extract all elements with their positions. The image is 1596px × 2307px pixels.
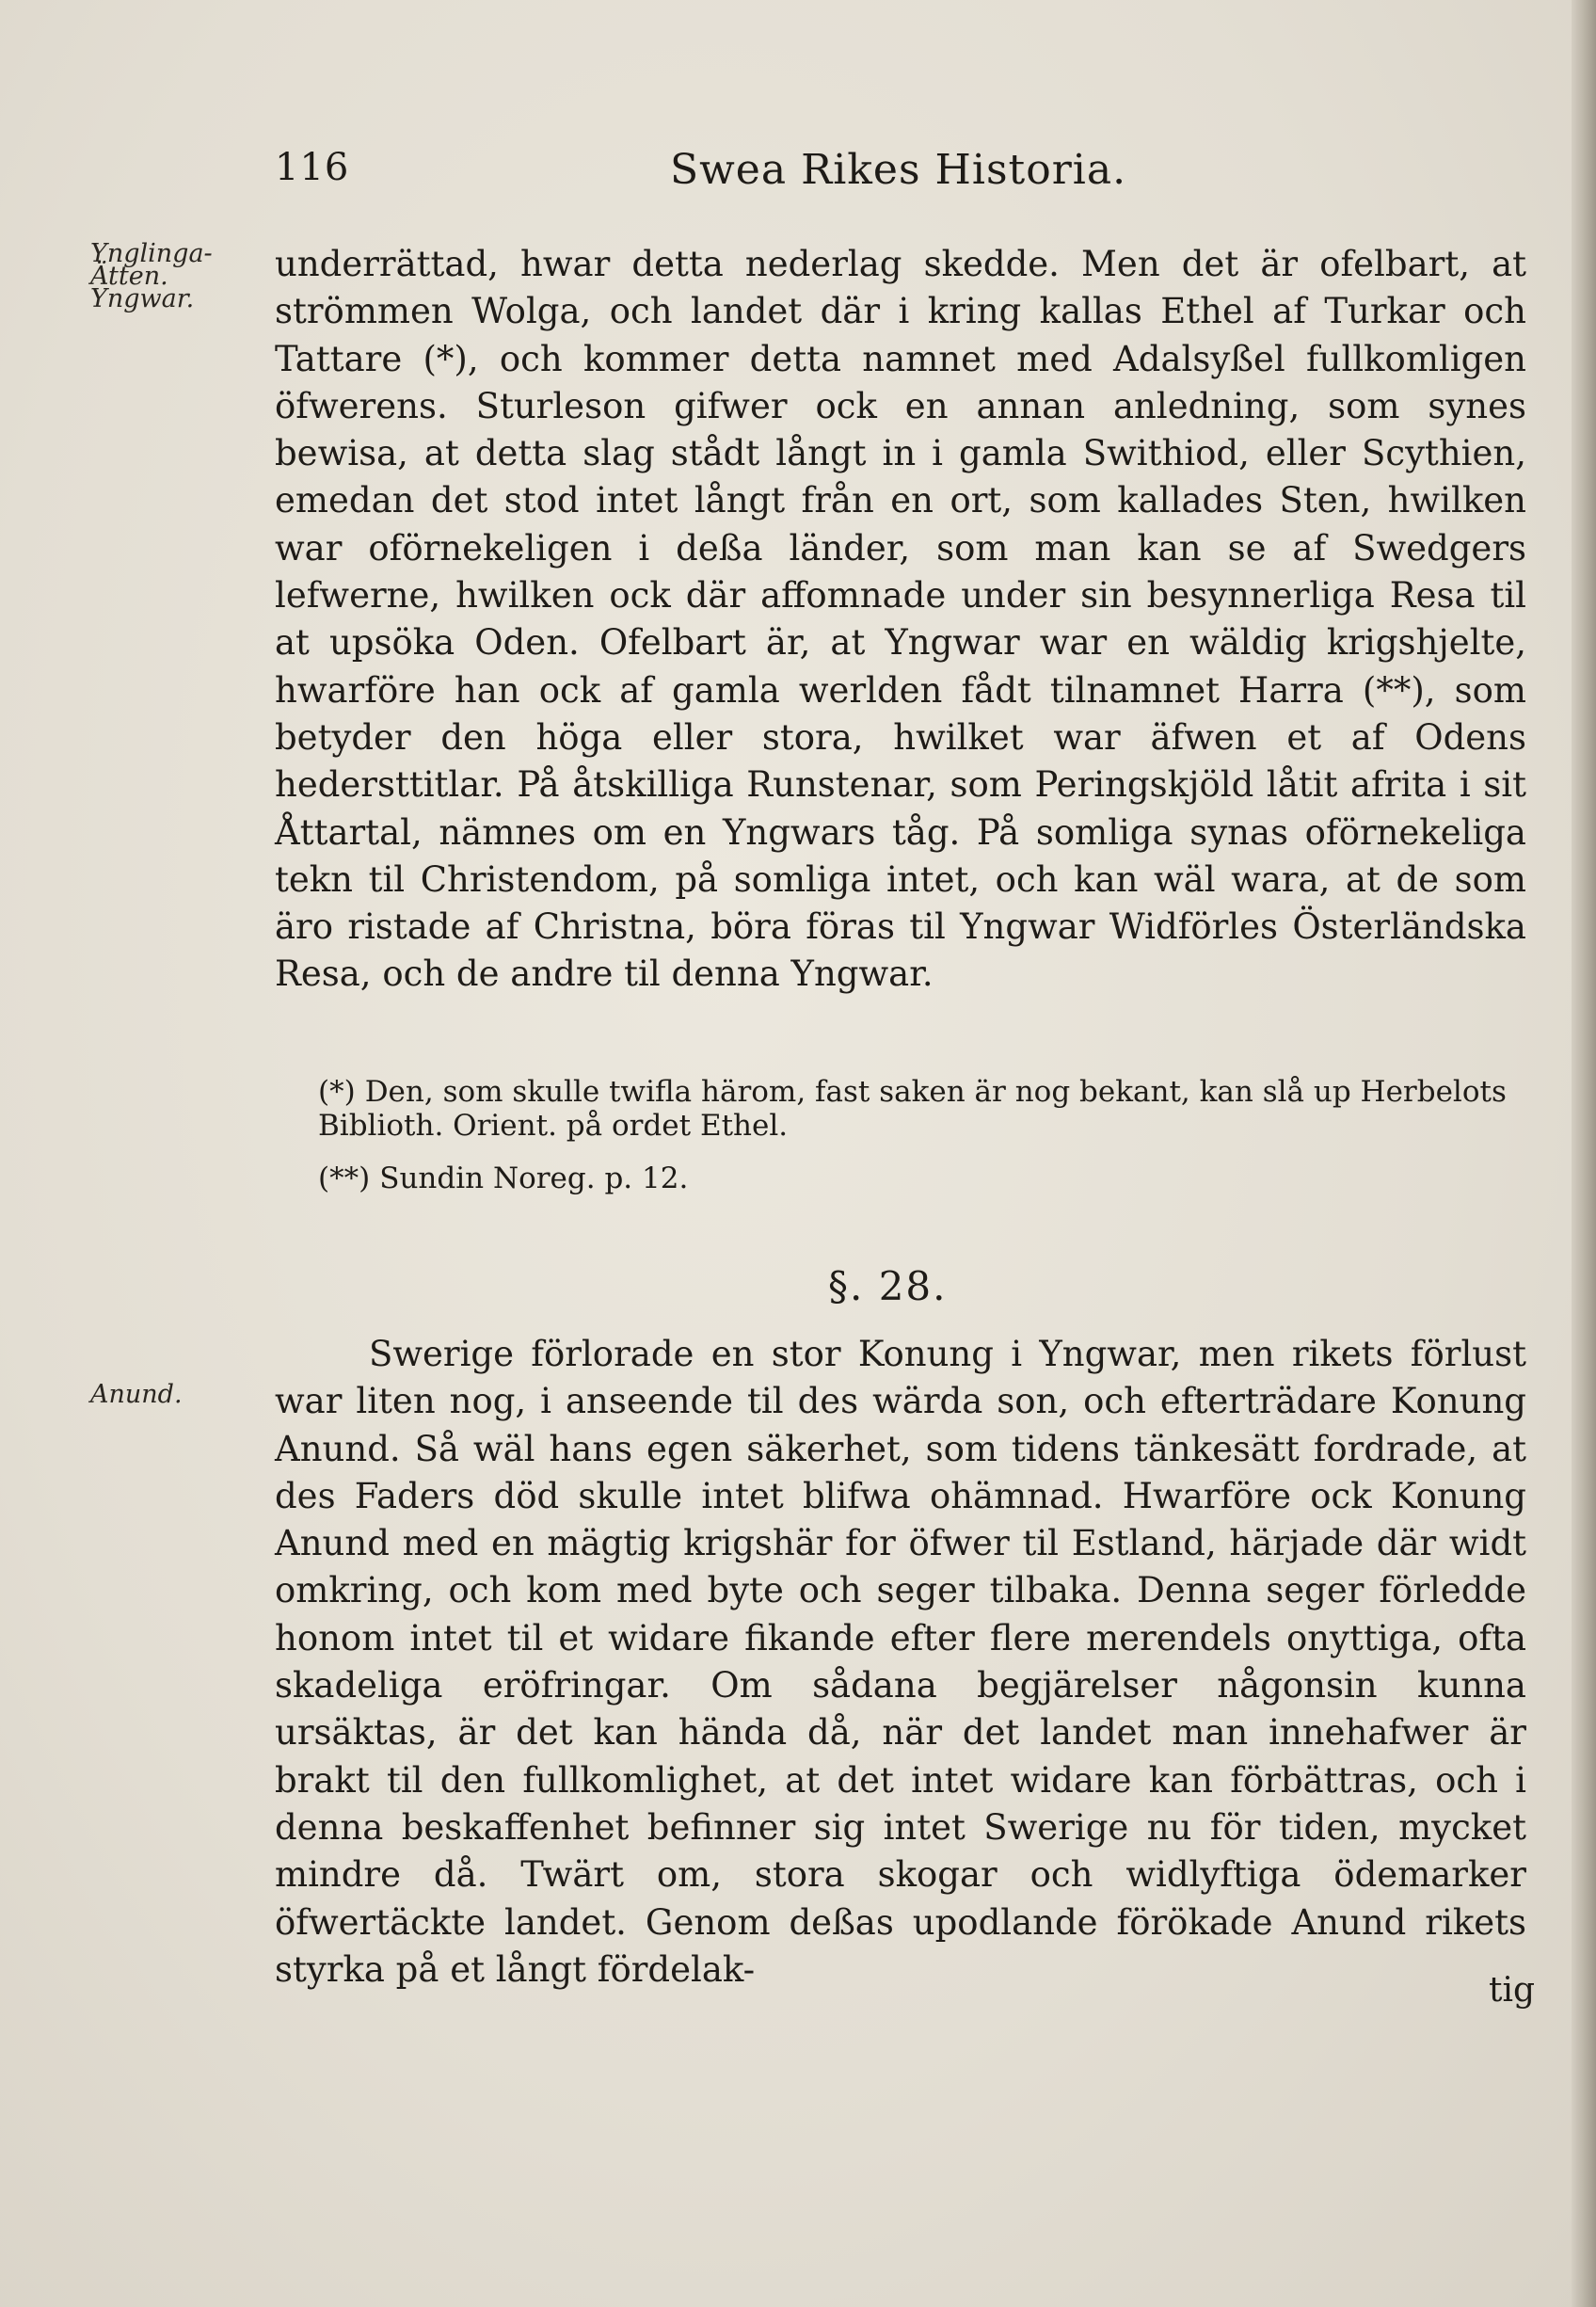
section-heading: §. 28.	[828, 1263, 948, 1309]
margin-note: Ynglinga-Ätten. Yngwar.	[90, 239, 213, 313]
footnote-mark: (*)	[318, 1075, 356, 1109]
page-number: 116	[275, 146, 350, 189]
margin-note: Anund.	[90, 1380, 183, 1409]
footnote-text: Sundin Noreg. p. 12.	[379, 1162, 689, 1195]
catchword: tig	[1489, 1971, 1536, 2010]
footnote-text: Den, som skulle twifla härom, fast saken är nog bekant, kan slå up Herbelots Biblioth. Orient. på ordet Ethel.	[318, 1075, 1507, 1143]
paragraph: Swerige förlorade en stor Konung i Yngwar, men rikets förlust war liten nog, i anseende til des wärda son, och efterträdare Konung Anund. Så wäl hans egen säkerhet, som tidens tänkesätt fordrade, at des Faders död skulle intet blifwa ohämnad. Hwarföre ock Konung Anund med en mägtig krigshär for öfwer til Estland, härjade där widt omkring, och kom med byte och seger tilbaka. Denna seger förledde honom intet til et widare fikande efter flere merendels onyttiga, ofta skadeliga eröfringar. Om sådana begjärelser någonsin kunna ursäktas, är det kan hända då, när det landet man innehafwer är brakt til den fullkomlighet, at det intet widare kan förbättras, och i denna beskaffenhet befinner sig intet Swerige nu för tiden, mycket mindre då. Twärt om, stora skogar och widlyftiga ödemarker öfwertäckte landet. Genom deßas upodlande förökade Anund rikets styrka på et långt fördelak-	[275, 1334, 1526, 1990]
footnote-mark: (**)	[318, 1162, 371, 1195]
footnote	[318, 1075, 1532, 1143]
paragraph: underrättad, hwar detta nederlag skedde. Men det är ofelbart, at strömmen Wolga, och landet där i kring kallas Ethel af Turkar och Tattare (*), och kommer detta namnet med Adalsyßel fullkomligen öfwerens. Sturleson gifwer ock en annan anledning, som synes bewisa, at detta slag stådt långt in i gamla Swithiod, eller Scythien, emedan det stod intet långt från en ort, som kallades Sten, hwilken war oförnekeligen i deßa länder, som man kan se af Swedgers lefwerne, hwilken ock där affomnade under sin besynnerliga Resa til at upsöka Oden. Ofelbart är, at Yngwar war en wäldig krigshjelte, hwarföre han ock af gamla werlden fådt tilnamnet Harra (**), som betyder den höga eller stora, hwilket war äfwen et af Odens hedersttitlar. På åtskilliga Runstenar, som Peringskjöld låtit afrita i sit Åttartal, nämnes om en Yngwars tåg. På somliga synas oförnekeliga tekn til Christendom, på somliga intet, och kan wäl wara, at de som äro ristade af Christna, böra föras til Yngwar Widförles Österländska Resa, och de andre til denna Yngwar.	[275, 244, 1526, 995]
page-spine-shadow	[1572, 0, 1596, 2307]
page-header	[275, 146, 1517, 202]
footnote	[318, 1162, 1532, 1195]
running-title: Swea Rikes Historia.	[670, 146, 1127, 194]
footnotes	[318, 1075, 1532, 1214]
